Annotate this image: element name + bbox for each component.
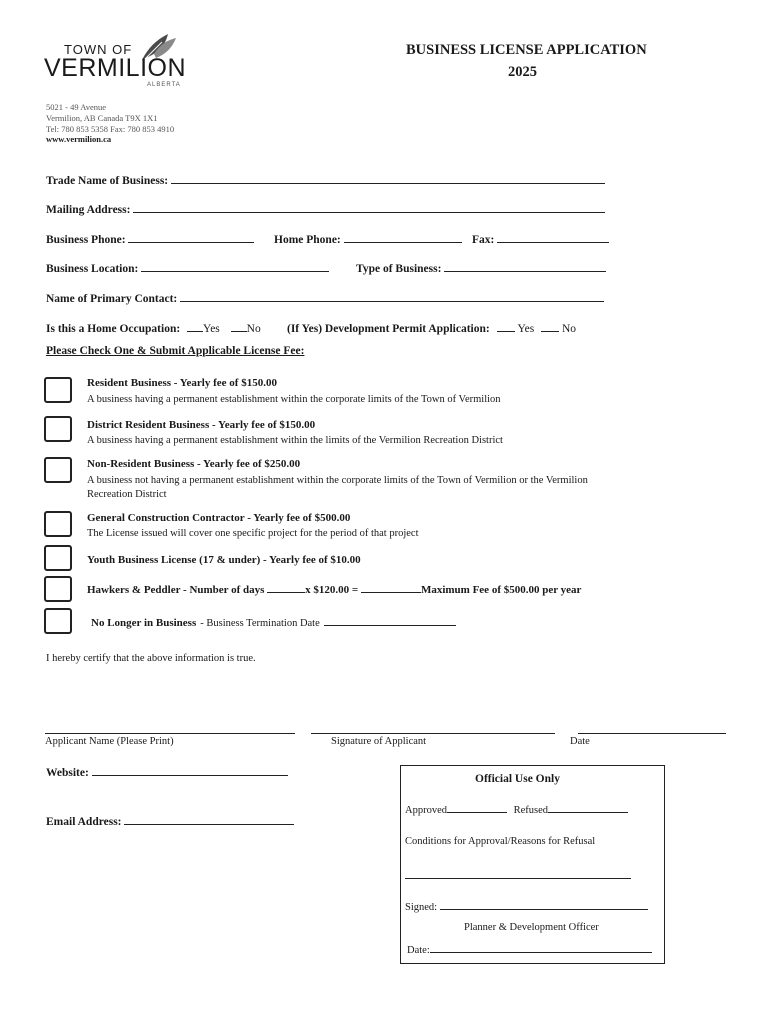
trade-name-input[interactable] [171, 182, 605, 184]
business-phone-label: Business Phone: [46, 234, 126, 246]
form-year: 2025 [508, 64, 537, 80]
hawkers-max-label: Maximum Fee of $500.00 per year [420, 584, 582, 596]
form-title: BUSINESS LICENSE APPLICATION [406, 42, 647, 58]
dev-permit-yes-input[interactable] [497, 330, 515, 332]
applicant-name-caption: Applicant Name (Please Print) [45, 736, 174, 747]
business-location-label: Business Location: [46, 263, 139, 275]
district-resident-checkbox[interactable] [44, 416, 72, 442]
district-resident-option-desc: A business having a permanent establishment within the limits of the Vermilion Recreation District [87, 435, 503, 446]
email-label: Email Address: [46, 816, 122, 828]
non-resident-checkbox[interactable] [44, 457, 72, 483]
logo-vermilion: VERMILION [44, 54, 187, 82]
dev-permit-yes-label: Yes [517, 323, 535, 335]
home-phone-label: Home Phone: [274, 234, 341, 246]
dev-permit-no-label: No [561, 323, 577, 335]
non-resident-option-desc: A business not having a permanent establishment within the corporate limits of the Town of Vermilion or the Vermilion [87, 475, 588, 486]
resident-checkbox[interactable] [44, 377, 72, 403]
signature-caption: Signature of Applicant [331, 736, 427, 747]
refused-input[interactable] [548, 811, 628, 813]
non-resident-option-desc-cont: Recreation District [87, 489, 167, 500]
signature-line[interactable] [311, 733, 555, 734]
primary-contact-label: Name of Primary Contact: [46, 293, 178, 305]
approved-input[interactable] [447, 811, 507, 813]
email-input[interactable] [124, 823, 294, 825]
mailing-address-input[interactable] [133, 211, 605, 213]
town-logo [44, 30, 194, 92]
type-of-business-input[interactable] [444, 270, 606, 272]
home-occupation-yes-input[interactable] [187, 330, 203, 332]
official-use-box [400, 765, 665, 964]
date-caption: Date [570, 736, 590, 747]
fax-label: Fax: [472, 234, 495, 246]
hawkers-days-input[interactable] [267, 591, 305, 593]
business-phone-input[interactable] [128, 241, 254, 243]
termination-date-input[interactable] [324, 624, 456, 626]
conditions-input[interactable] [405, 878, 631, 879]
logo-town-of: TOWN OF [64, 42, 133, 57]
construction-option-desc: The License issued will cover one specific project for the period of that project [87, 528, 419, 539]
conditions-label: Conditions for Approval/Reasons for Refusal [405, 836, 596, 847]
officer-title: Planner & Development Officer [464, 922, 599, 933]
official-use-title: Official Use Only [475, 773, 560, 785]
home-phone-input[interactable] [344, 241, 462, 243]
non-resident-option-label: Non-Resident Business - Yearly fee of $250.00 [87, 458, 301, 470]
hawkers-rate-label: x $120.00 = [305, 584, 359, 596]
fax-input[interactable] [497, 241, 609, 243]
signed-input[interactable] [440, 908, 648, 910]
home-occupation-no-input[interactable] [231, 330, 247, 332]
home-occupation-no-label: No [246, 323, 261, 335]
official-date-label: Date: [407, 945, 430, 956]
home-occupation-yes-label: Yes [203, 323, 220, 335]
construction-option-label: General Construction Contractor - Yearly fee of $500.00 [87, 512, 351, 524]
certify-statement: I hereby certify that the above information is true. [46, 653, 256, 664]
no-longer-label: No Longer in Business [91, 617, 197, 629]
home-occupation-label: Is this a Home Occupation: [46, 323, 181, 335]
website-link[interactable]: www.vermilion.ca [46, 134, 112, 144]
signed-label: Signed: [405, 902, 438, 913]
dev-permit-label: (If Yes) Development Permit Application: [287, 323, 490, 335]
youth-option-label: Youth Business License (17 & under) - Yearly fee of $10.00 [87, 554, 361, 566]
youth-checkbox[interactable] [44, 545, 72, 571]
applicant-name-line[interactable] [45, 733, 295, 734]
business-location-input[interactable] [141, 270, 329, 272]
address-line-1: 5021 - 49 Avenue [46, 102, 107, 112]
website-label: Website: [46, 767, 89, 779]
address-line-3: Tel: 780 853 5358 Fax: 780 853 4910 [46, 124, 175, 134]
construction-checkbox[interactable] [44, 511, 72, 537]
date-line[interactable] [578, 733, 726, 734]
resident-option-desc: A business having a permanent establishment within the corporate limits of the Town of Vermilion [87, 394, 501, 405]
approved-label: Approved [405, 805, 447, 816]
official-date-input[interactable] [430, 951, 652, 953]
hawkers-total-input[interactable] [361, 591, 421, 593]
logo-alberta: ALBERTA [147, 82, 181, 88]
trade-name-label: Trade Name of Business: [46, 175, 169, 187]
type-of-business-label: Type of Business: [356, 263, 442, 275]
fee-instructions: Please Check One & Submit Applicable License Fee: [46, 345, 305, 357]
district-resident-option-label: District Resident Business - Yearly fee of $150.00 [87, 419, 316, 431]
dev-permit-no-input[interactable] [541, 330, 559, 332]
primary-contact-input[interactable] [180, 300, 604, 302]
hawkers-label: Hawkers & Peddler - Number of days [87, 584, 265, 596]
hawkers-checkbox[interactable] [44, 576, 72, 602]
address-line-2: Vermilion, AB Canada T9X 1X1 [46, 113, 158, 123]
no-longer-checkbox[interactable] [44, 608, 72, 634]
website-input[interactable] [92, 774, 288, 776]
refused-label: Refused [513, 805, 549, 816]
mailing-address-label: Mailing Address: [46, 204, 131, 216]
no-longer-desc: - Business Termination Date [200, 618, 320, 629]
resident-option-label: Resident Business - Yearly fee of $150.00 [87, 377, 277, 389]
